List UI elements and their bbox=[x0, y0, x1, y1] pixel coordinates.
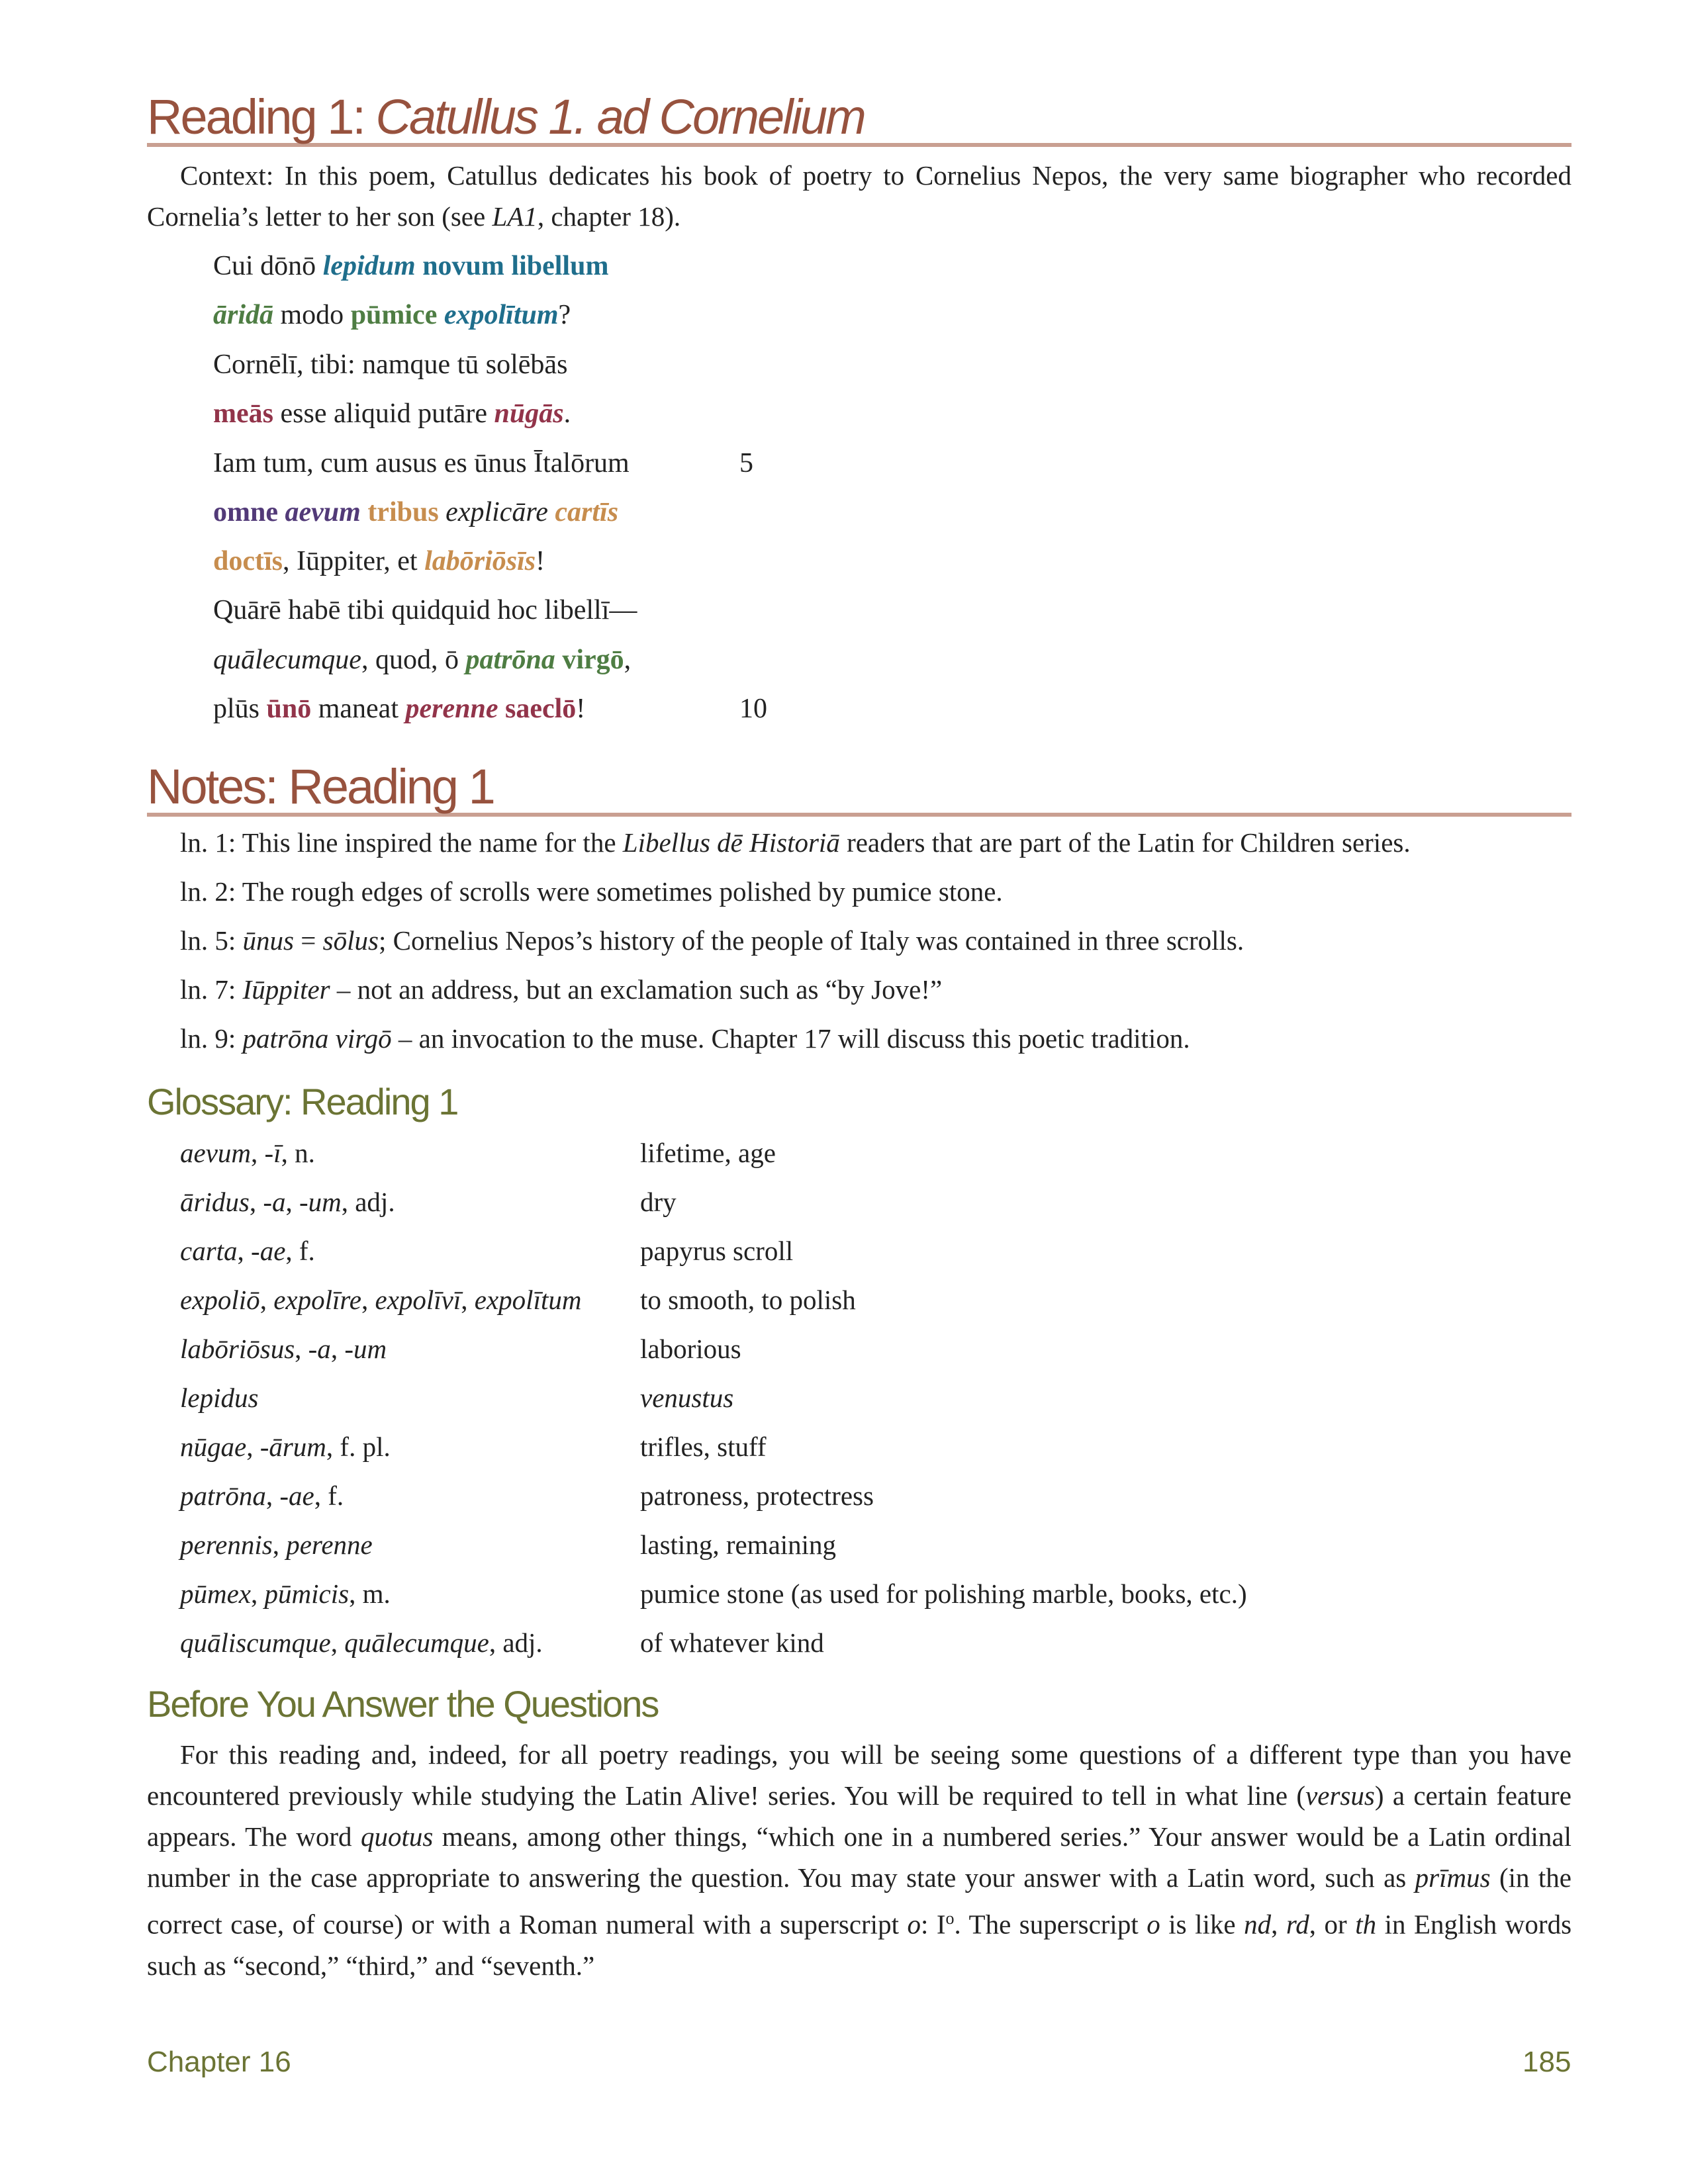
glossary-term: quāliscumque, quālecumque, adj. bbox=[180, 1627, 543, 1658]
note-line-1: ln. 1: This line inspired the name for the Libellus dē Historiā readers that are part of the Latin for Children series. bbox=[180, 827, 1411, 858]
glossary-term: nūgae, -ārum, f. pl. bbox=[180, 1432, 391, 1462]
poem-line-8: Quārē habē tibi quidquid hoc libellī— bbox=[213, 595, 637, 625]
poem-line-7: doctīs, Iūppiter, et labōriōsīs! bbox=[213, 546, 545, 576]
reading-heading bbox=[147, 89, 1571, 147]
context-text: Context: In this poem, Catullus dedicates his book of poetry to Cornelius Nepos, the very same biographer who recorded Cornelia’s letter to her son (see bbox=[147, 160, 1571, 232]
glossary-term: lepidus bbox=[180, 1383, 259, 1413]
before-questions-paragraph: For this reading and, indeed, for all poetry readings, you will be seeing some questions of a different type than you have encountered previously while studying the Latin Alive! series. You will be required to tell in what line (versus) a certain feature appears. The word quotus means, among other things, “which one in a numbered series.” Your answer would be a Latin ordinal number in the case appropriate to answering the question. You may state your answer with a Latin word, such as prīmus (in the correct case, of course) or with a Roman numeral with a superscript o: $I^o$. The superscript o is like nd, rd, or th in English words such as “second,” “third,” and “seventh.” bbox=[147, 1739, 1572, 1981]
glossary-definition: lifetime, age bbox=[640, 1138, 776, 1168]
glossary-definition: laborious bbox=[640, 1334, 741, 1364]
poem-line-4: meās esse aliquid putāre nūgās. bbox=[213, 398, 571, 429]
footer-page-number: 185 bbox=[1523, 2046, 1571, 2078]
line-number-5: 5 bbox=[739, 448, 753, 478]
poem-line-2: āridā modo pūmice expolītum? bbox=[213, 300, 571, 330]
glossary-term: expoliō, expolīre, expolīvī, expolītum bbox=[180, 1285, 582, 1315]
glossary-term: pūmex, pūmicis, m. bbox=[180, 1578, 391, 1609]
reading-heading-title: Catullus 1. ad Cornelium bbox=[375, 89, 865, 144]
glossary-definition: papyrus scroll bbox=[640, 1236, 794, 1266]
glossary-term: āridus, -a, -um, adj. bbox=[180, 1187, 395, 1217]
glossary-term: carta, -ae, f. bbox=[180, 1236, 315, 1266]
reading-heading-prefix: Reading 1: bbox=[147, 89, 376, 144]
context-text-end: , chapter 18). bbox=[537, 201, 681, 232]
note-line-7: ln. 7: Iūppiter – not an address, but an exclamation such as “by Jove!” bbox=[180, 974, 943, 1005]
poem-line-10: plūs ūnō maneat perenne saeclō! bbox=[213, 694, 586, 724]
glossary-definition: pumice stone (as used for polishing marble, books, etc.) bbox=[640, 1578, 1247, 1609]
glossary-definition: patroness, protectress bbox=[640, 1480, 874, 1511]
poem-line-1: Cui dōnō lepidum novum libellum bbox=[213, 251, 609, 281]
footer-chapter: Chapter 16 bbox=[147, 2046, 291, 2078]
poem-line-9: quālecumque, quod, ō patrōna virgō, bbox=[213, 645, 632, 675]
poem-line-6: omne aevum tribus explicāre cartīs bbox=[213, 497, 619, 527]
glossary-term: labōriōsus, -a, -um bbox=[180, 1334, 387, 1364]
glossary-definition: venustus bbox=[640, 1383, 734, 1413]
glossary-definition: of whatever kind bbox=[640, 1627, 824, 1658]
note-line-5: ln. 5: ūnus = sōlus; Cornelius Nepos’s history of the people of Italy was contained in three scrolls. bbox=[180, 925, 1244, 956]
context-ref: LA1 bbox=[492, 201, 538, 232]
before-questions-heading: Before You Answer the Questions bbox=[147, 1683, 659, 1725]
glossary-definition: dry bbox=[640, 1187, 677, 1217]
glossary-term: aevum, -ī, n. bbox=[180, 1138, 315, 1168]
note-line-9: ln. 9: patrōna virgō – an invocation to the muse. Chapter 17 will discuss this poetic tradition. bbox=[180, 1023, 1190, 1054]
note-line-2: ln. 2: The rough edges of scrolls were sometimes polished by pumice stone. bbox=[180, 876, 1003, 907]
glossary-heading: Glossary: Reading 1 bbox=[147, 1081, 458, 1122]
glossary-definition: trifles, stuff bbox=[640, 1432, 767, 1462]
glossary-term: perennis, perenne bbox=[180, 1529, 373, 1560]
context-paragraph bbox=[147, 155, 1571, 237]
poem-line-5: Iam tum, cum ausus es ūnus Ītalōrum bbox=[213, 448, 630, 478]
poem-line-3: Cornēlī, tibi: namque tū solēbās bbox=[213, 349, 568, 380]
line-number-10: 10 bbox=[739, 694, 767, 724]
glossary-definition: to smooth, to polish bbox=[640, 1285, 856, 1315]
notes-heading: Notes: Reading 1 bbox=[147, 762, 1571, 817]
glossary-term: patrōna, -ae, f. bbox=[180, 1480, 344, 1511]
glossary-definition: lasting, remaining bbox=[640, 1529, 837, 1560]
